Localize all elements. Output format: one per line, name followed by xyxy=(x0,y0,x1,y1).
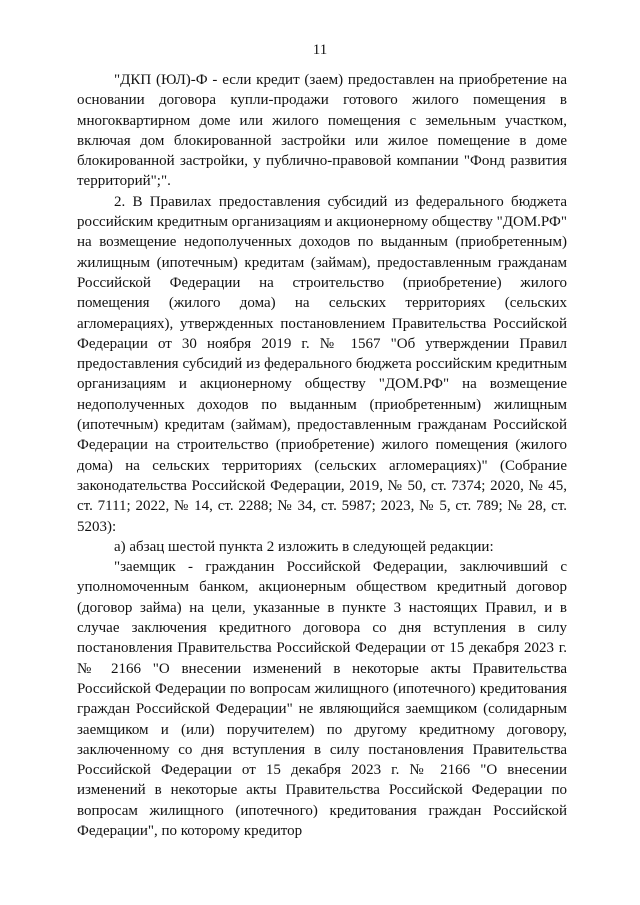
paragraph-borrower-definition: "заемщик - гражданин Российской Федерации, заключивший с уполномоченным банком, акционерным обществом кредитный договор (договор займа) на цели, указанные в пункте 3 настоящих Правил, и в случае заключения кредитного договора со дня вступления в силу постановления Правительства Российской Федерации от 15 декабря 2023 г. № 2166 "О внесении изменений в некоторые акты Правительства Российской Федерации по вопросам жилищного (ипотечного) кредитования граждан Российской Федерации" не являющийся заемщиком (солидарным заемщиком и (или) поручителем) по другому кредитному договору, заключенному со дня вступления в силу постановления Правительства Российской Федерации от 15 декабря 2023 г. № 2166 "О внесении изменений в некоторые акты Правительства Российской Федерации по вопросам жилищного (ипотечного) кредитования граждан Российской Федерации", по которому кредитор xyxy=(77,559,567,839)
paragraph-item-2: 2. В Правилах предоставления субсидий из федерального бюджета российским кредитным организациям и акционерному обществу "ДОМ.РФ" на возмещение недополученных доходов по выданным (приобретенным) жилищным (ипотечным) кредитам (займам), предоставленным гражданам Российской Федерации на строительство (приобретение) жилого помещения (жилого дома) на сельских территориях (сельских агломерациях), утвержденных постановлением Правительства Российской Федерации от 30 ноября 2019 г. № 1567 "Об утверждении Правил предоставления субсидий из федерального бюджета российским кредитным организациям и акционерному обществу "ДОМ.РФ" на возмещение недополученных доходов по выданным (приобретенным) жилищным (ипотечным) кредитам (займам), предоставленным гражданам Российской Федерации на строительство (приобретение) жилого помещения (жилого дома) на сельских территориях (сельских агломерациях)" (Собрание законодательства Российской Федерации, 2019, № 50, ст. 7374; 2020, № 45, ст. 7111; 2022, № 14, ст. 2288; № 34, ст. 5987; 2023, № 5, ст. 789; № 28, ст. 5203): xyxy=(77,193,567,535)
document-body xyxy=(77,70,567,841)
paragraph-dkp-definition: "ДКП (ЮЛ)-Ф - если кредит (заем) предоставлен на приобретение на основании договора купли-продажи готового жилого помещения в многоквартирном доме или жилого помещения с земельным участком, включая дом блокированной застройки или жилое помещение в доме блокированной застройки, у публично-правовой компании "Фонд развития территорий";". xyxy=(77,72,567,190)
paragraph-subitem-a: а) абзац шестой пункта 2 изложить в следующей редакции: xyxy=(114,538,494,555)
page-number: 11 xyxy=(312,42,328,58)
